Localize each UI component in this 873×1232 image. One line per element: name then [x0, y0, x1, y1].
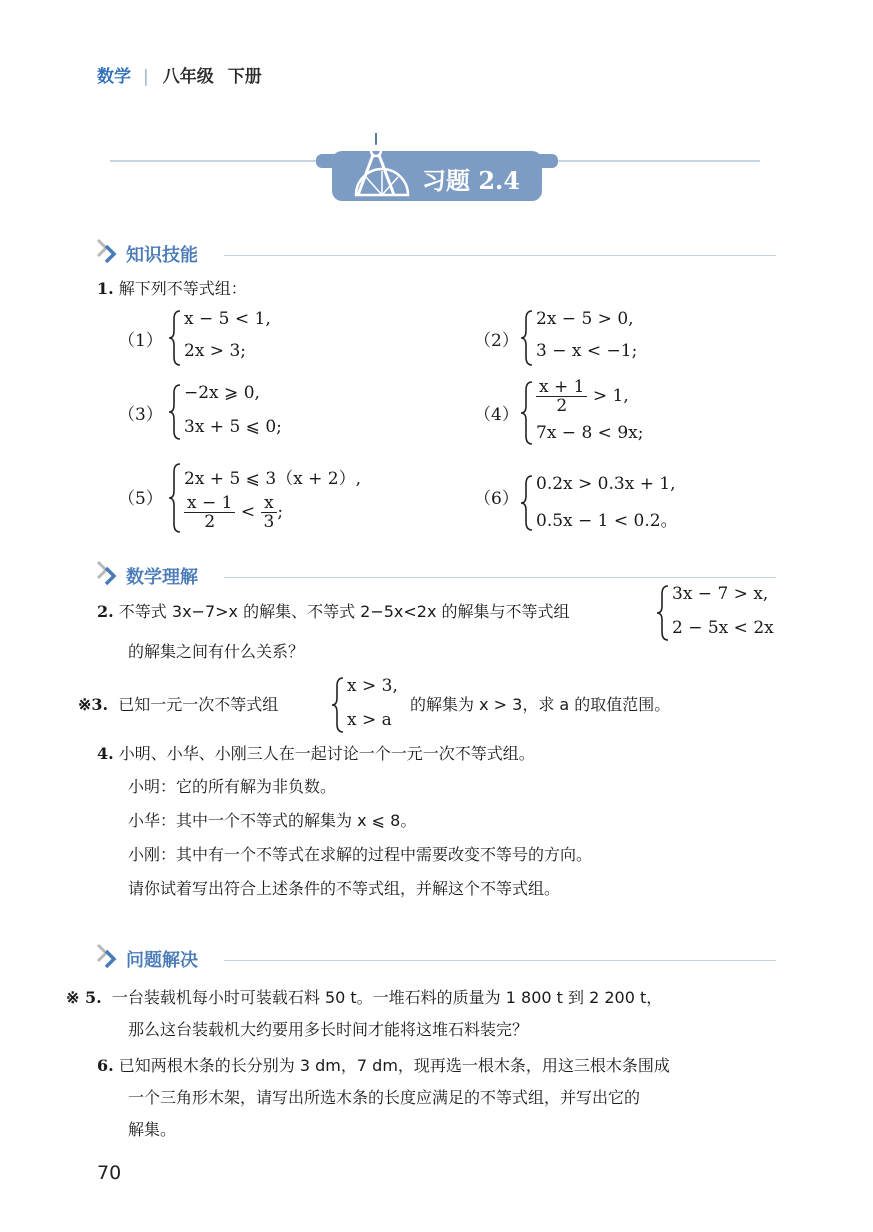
question-4-line-5: 请你试着写出符合上述条件的不等式组，并解这个不等式组。 [128, 879, 561, 898]
question-number: 1. [97, 279, 114, 298]
system-label: （4） [474, 405, 519, 425]
fraction [536, 378, 587, 415]
page-number: 70 [97, 1162, 122, 1184]
chevron-right-icon [96, 237, 124, 267]
brace-icon [656, 584, 670, 642]
compass-protractor-icon [350, 133, 414, 199]
question-text: 一台装载机每小时可装载石料 50 t。一堆石料的质量为 1 800 t 到 2 200 t， [111, 988, 663, 1007]
brace-icon [168, 383, 182, 441]
inequality-line: 3x + 5 ⩽ 0; [184, 417, 282, 437]
fraction-denominator: 3 [263, 512, 275, 532]
fraction-numerator: x + 1 [536, 378, 587, 397]
title-rule-right [555, 160, 760, 162]
question-text: 解下列不等式组： [118, 279, 247, 298]
inequality-line: 7x − 8 < 9x; [536, 423, 644, 443]
question-number: 2. [97, 602, 114, 621]
question-number: 4. [97, 744, 114, 763]
fraction-numerator: x [261, 494, 278, 513]
section-title: 数学理解 [126, 567, 198, 588]
inequality-line: 3x − 7 > x, [672, 584, 769, 604]
running-header [97, 62, 262, 87]
section-problem-solving [96, 946, 776, 972]
question-text: 已知两根木条的长分别为 3 dm，7 dm，现再选一根木条，用这三根木条围成 [118, 1056, 670, 1075]
system-5 [118, 460, 398, 536]
inequality-line: 2x + 5 ⩽ 3（x + 2）, [184, 469, 361, 489]
system-3 [118, 383, 368, 443]
section-rule [224, 960, 776, 961]
fraction [261, 494, 278, 531]
section-title: 知识技能 [126, 245, 198, 266]
section-rule [224, 577, 776, 578]
chevron-right-icon [96, 559, 124, 589]
system-1 [118, 309, 368, 369]
question-4-line-2: 小明：它的所有解为非负数。 [128, 777, 337, 796]
question-number: ※ 5. [66, 988, 102, 1007]
system-q2 [656, 584, 786, 644]
section-knowledge-skills [96, 241, 776, 267]
brace-icon [520, 380, 534, 446]
system-label: （1） [118, 331, 163, 351]
question-2-line-1 [97, 600, 570, 624]
exercise-title: 习题 2.4 [422, 166, 521, 195]
question-text: 已知一元一次不等式组 [118, 695, 279, 714]
inequality-tail: > 1, [587, 386, 629, 406]
inequality-line: 2x − 5 > 0, [536, 309, 634, 329]
inequality-line: 3 − x < −1; [536, 341, 638, 361]
header-separator: | [143, 67, 149, 87]
question-text: 小明、小华、小刚三人在一起讨论一个一元一次不等式组。 [118, 744, 535, 763]
brace-icon [168, 462, 182, 534]
system-q3 [331, 676, 411, 736]
inequality-line: 0.5x − 1 < 0.2。 [536, 511, 678, 531]
header-volume: 下册 [227, 67, 262, 87]
question-3-post: 的解集为 x > 3，求 a 的取值范围。 [410, 695, 671, 714]
question-number: 6. [97, 1056, 114, 1075]
chevron-right-icon [96, 942, 124, 972]
section-title: 问题解决 [126, 950, 198, 971]
inequality-line: x − 5 < 1, [184, 309, 271, 329]
title-rule-left [110, 160, 320, 162]
inequality-sign: < [235, 502, 261, 522]
question-5-line-1 [66, 986, 662, 1010]
header-subject: 数学 [97, 67, 131, 87]
question-number: ※3. [78, 695, 109, 714]
inequality-line: 2 − 5x < 2x [672, 618, 774, 638]
question-2-line-2: 的解集之间有什么关系？ [128, 642, 305, 661]
inequality-tail: ; [277, 502, 284, 522]
brace-icon [520, 309, 534, 367]
question-6-line-1 [97, 1054, 670, 1078]
question-5-line-2: 那么这台装载机大约要用多长时间才能将这堆石料装完？ [128, 1020, 529, 1039]
fraction [184, 494, 235, 531]
question-4-line-3: 小华：其中一个不等式的解集为 x ⩽ 8。 [128, 811, 417, 830]
exercise-title-badge [332, 151, 542, 201]
fraction-denominator: 2 [204, 512, 216, 532]
question-3-pre [78, 693, 278, 717]
brace-icon [520, 474, 534, 532]
fraction-denominator: 2 [556, 396, 568, 416]
question-1-stem [97, 277, 247, 301]
fraction-numerator: x − 1 [184, 494, 235, 513]
system-label: （6） [474, 489, 519, 509]
inequality-line: x > 3, [347, 676, 398, 696]
system-6 [474, 474, 734, 534]
brace-icon [168, 309, 182, 367]
inequality-line: x > a [347, 710, 392, 730]
section-rule [224, 255, 776, 256]
system-label: （2） [474, 331, 519, 351]
inequality-line: 2x > 3; [184, 341, 246, 361]
system-label: （3） [118, 405, 163, 425]
inequality-line: −2x ⩾ 0, [184, 383, 260, 403]
question-text: 不等式 3x−7>x 的解集、不等式 2−5x<2x 的解集与不等式组 [118, 602, 570, 621]
system-4 [474, 378, 734, 448]
system-2 [474, 309, 724, 369]
question-6-line-2: 一个三角形木架，请写出所选木条的长度应满足的不等式组，并写出它的 [128, 1088, 641, 1107]
brace-icon [331, 676, 345, 734]
question-4-line-1 [97, 742, 535, 766]
system-label: （5） [118, 489, 163, 509]
question-6-line-3: 解集。 [128, 1120, 177, 1139]
header-grade: 八年级 [162, 67, 214, 87]
inequality-line: 0.2x > 0.3x + 1, [536, 474, 676, 494]
question-4-line-4: 小刚：其中有一个不等式在求解的过程中需要改变不等号的方向。 [128, 845, 593, 864]
